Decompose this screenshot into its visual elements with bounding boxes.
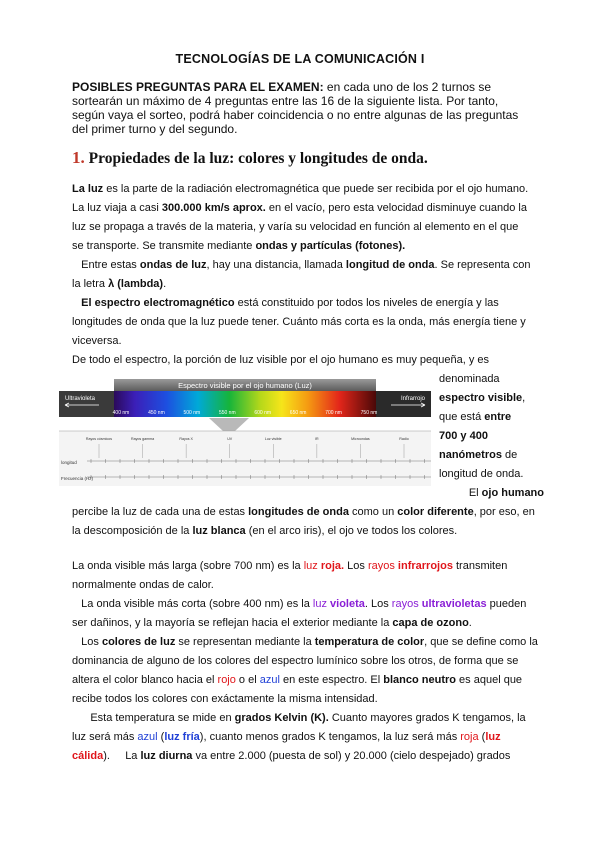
p1-e: ondas y partículas (fotones). bbox=[255, 240, 406, 252]
p9-e: ( bbox=[157, 731, 165, 743]
band-label: Radio bbox=[399, 437, 409, 441]
side-l7-b: ojo humano bbox=[481, 487, 544, 499]
p1-a: La luz bbox=[72, 183, 104, 195]
side-l3 bbox=[439, 408, 544, 427]
p9-j: luz cálida bbox=[72, 731, 501, 762]
side-l1: denominada bbox=[439, 373, 500, 385]
band-label: Rayos gamma bbox=[130, 437, 155, 441]
side-l2-bold: espectro visible bbox=[439, 392, 523, 404]
p9-i: ( bbox=[478, 731, 486, 743]
p7-h: capa de ozono bbox=[392, 617, 469, 629]
p9-l: luz diurna bbox=[140, 750, 193, 762]
band-label: Microondas bbox=[351, 437, 370, 441]
spectrum-figure bbox=[59, 378, 431, 496]
p7-d: . Los bbox=[364, 598, 392, 610]
p1-b: es la parte de la radiación electromagnética que puede ser recibida por el ojo humano. La luz viaja a casi bbox=[72, 183, 529, 214]
right-label: Infrarrojo bbox=[400, 396, 425, 402]
side-l7-a: El bbox=[468, 487, 482, 499]
side-l5-rest: de bbox=[501, 449, 518, 461]
p9-h: roja bbox=[460, 731, 479, 743]
p8-c: se representan mediante la bbox=[175, 636, 315, 648]
p2-a: Entre estas bbox=[72, 259, 140, 271]
p7-c: violeta bbox=[330, 598, 365, 610]
paragraph-roja bbox=[72, 557, 532, 595]
p6-e: rayos bbox=[367, 560, 398, 572]
p9-a: Esta temperatura se mide en bbox=[72, 712, 235, 724]
p6-f: infrarrojos bbox=[397, 560, 453, 572]
side-l4 bbox=[439, 427, 544, 446]
p6-c: roja. bbox=[320, 560, 345, 572]
p2-f: λ (lambda) bbox=[108, 278, 164, 290]
p8-h: azul bbox=[259, 674, 280, 686]
section-heading bbox=[72, 148, 542, 168]
p6-g: transmiten normalmente ondas de calor. bbox=[72, 560, 508, 591]
section-heading-text: Propiedades de la luz: colores y longitudes de onda. bbox=[84, 150, 428, 167]
document-title: TECNOLOGÍAS DE LA COMUNICACIÓN I bbox=[175, 52, 425, 66]
side-l2-rest: , bbox=[522, 392, 526, 404]
intro-bold: POSIBLES PREGUNTAS PARA EL EXAMEN: bbox=[72, 80, 324, 94]
side-l5-bold: nanómetros bbox=[439, 449, 502, 461]
p5-f: luz blanca bbox=[192, 525, 246, 537]
band-label: Rayos X bbox=[179, 437, 193, 441]
side-l6: longitud de onda. bbox=[439, 468, 524, 480]
nm-tick-label: 600 nm bbox=[254, 410, 272, 416]
side-text bbox=[439, 370, 544, 503]
intro-paragraph bbox=[72, 80, 532, 136]
p1-c: 300.000 km/s aprox. bbox=[161, 202, 266, 214]
side-l4-bold: 700 y 400 bbox=[439, 430, 488, 442]
paragraph-ondas bbox=[72, 256, 532, 294]
p8-d: temperatura de color bbox=[314, 636, 425, 648]
intro-text: en cada uno de los 2 turnos se sortearán un máximo de 4 preguntas entre las 16 de la siguiente lista. Por tanto, según vaya el sorteo, podrá haber coincidencia o no entre algunas de las preguntas del primer turno y del segundo. bbox=[72, 80, 519, 136]
paragraph-kelvin bbox=[72, 709, 542, 766]
left-label: Ultravioleta bbox=[65, 396, 96, 402]
p2-c: , hay una distancia, llamada bbox=[206, 259, 346, 271]
p9-g: ), cuanto menos grados K tengamos, la luz será más bbox=[199, 731, 461, 743]
band-label: UV bbox=[227, 437, 233, 441]
p6-d: Los bbox=[344, 560, 368, 572]
side-l7 bbox=[439, 484, 544, 503]
p9-f: luz fría bbox=[164, 731, 200, 743]
p8-a: Los bbox=[72, 636, 102, 648]
side-l2 bbox=[439, 389, 544, 408]
paragraph-porcion: De todo el espectro, la porción de luz visible por el ojo humano es muy pequeña, y es bbox=[72, 354, 490, 366]
p8-k: es aquel que recibe todos los colores con exáctamente la misma intensidad. bbox=[72, 674, 523, 705]
p2-d: longitud de onda bbox=[345, 259, 435, 271]
p3-a: El espectro electromagnético bbox=[72, 297, 235, 309]
nm-tick-label: 450 nm bbox=[148, 410, 165, 416]
p9-d: azul bbox=[137, 731, 158, 743]
p6-b: luz bbox=[303, 560, 321, 572]
p5-d: color diferente bbox=[397, 506, 474, 518]
p9-c: Cuanto mayores grados K tengamos, la luz será más bbox=[72, 712, 526, 743]
side-l3-b: entre bbox=[484, 411, 512, 423]
row1-label: longitud bbox=[61, 460, 77, 465]
p5-e: , por eso, en la descomposición de la bbox=[72, 506, 535, 537]
p8-e: , que se define como la dominancia de alguno de los colores del espectro lumínico sobre los otros, de forma que se altera el color blanco hacia el bbox=[72, 636, 538, 686]
p9-m: va entre 2.000 (puesta de sol) y 20.000 (cielo despejado) grados bbox=[192, 750, 511, 762]
p7-f: ultravioletas bbox=[421, 598, 487, 610]
nm-tick-label: 550 nm bbox=[218, 410, 236, 416]
nm-tick-label: 700 nm bbox=[325, 410, 342, 416]
paragraph-violeta bbox=[72, 595, 532, 633]
figure-title: Espectro visible por el ojo humano (Luz) bbox=[178, 381, 312, 390]
p5-c: como un bbox=[348, 506, 398, 518]
paragraph-percibe bbox=[72, 503, 544, 541]
p3-b: está constituido por todos los niveles de energía y las longitudes de onda que la luz puede tener. Cuánto más corta es la onda, más energía tiene y viceversa. bbox=[72, 297, 526, 347]
p5-a: percibe la luz de cada una de estas bbox=[72, 506, 249, 518]
band-label: Rayos cósmicos bbox=[85, 437, 113, 441]
p2-g: . bbox=[163, 278, 167, 290]
nm-tick-label: 500 nm bbox=[183, 410, 201, 416]
nm-tick-label: 650 nm bbox=[289, 410, 307, 416]
nm-tick-label: 750 nm bbox=[360, 410, 378, 416]
p8-g: o el bbox=[235, 674, 260, 686]
paragraph-colores bbox=[72, 633, 542, 709]
p7-a: La onda visible más corta (sobre 400 nm) es la bbox=[72, 598, 313, 610]
paragraph-luz bbox=[72, 180, 532, 256]
side-l3-a: que está bbox=[439, 411, 485, 423]
section-number: 1. bbox=[72, 148, 85, 167]
p7-i: . bbox=[468, 617, 472, 629]
p2-e: . Se representa con la letra bbox=[72, 259, 531, 290]
p8-j: blanco neutro bbox=[383, 674, 456, 686]
band-label: IR bbox=[315, 437, 319, 441]
p7-e: rayos bbox=[391, 598, 422, 610]
paragraph-espectro bbox=[72, 294, 532, 351]
p8-i: en este espectro. El bbox=[279, 674, 384, 686]
p6-a: La onda visible más larga (sobre 700 nm) es la bbox=[72, 560, 304, 572]
band-label: Luz visible bbox=[264, 437, 282, 441]
p1-d: en el vacío, pero esta velocidad disminuye cuando la luz se propaga a través de la materia, y varía su velocidad en función al elemento en el que se transporte. Se transmite mediante bbox=[72, 202, 527, 252]
side-l5 bbox=[439, 446, 544, 465]
p8-b: colores de luz bbox=[101, 636, 176, 648]
p2-b: ondas de luz bbox=[139, 259, 207, 271]
p5-b: longitudes de onda bbox=[248, 506, 349, 518]
p8-f: rojo bbox=[217, 674, 236, 686]
p7-g: pueden ser dañinos, y la mayoría se reflejan hacia el exterior mediante la bbox=[72, 598, 527, 629]
row2-label: Frecuencia (Hz) bbox=[61, 476, 94, 481]
p9-k: ). La bbox=[103, 750, 141, 762]
p5-g: (en el arco iris), el ojo ve todos los colores. bbox=[245, 525, 458, 537]
nm-tick-label: 400 nm bbox=[112, 410, 130, 416]
p7-b: luz bbox=[312, 598, 331, 610]
p9-b: grados Kelvin (K). bbox=[234, 712, 329, 724]
